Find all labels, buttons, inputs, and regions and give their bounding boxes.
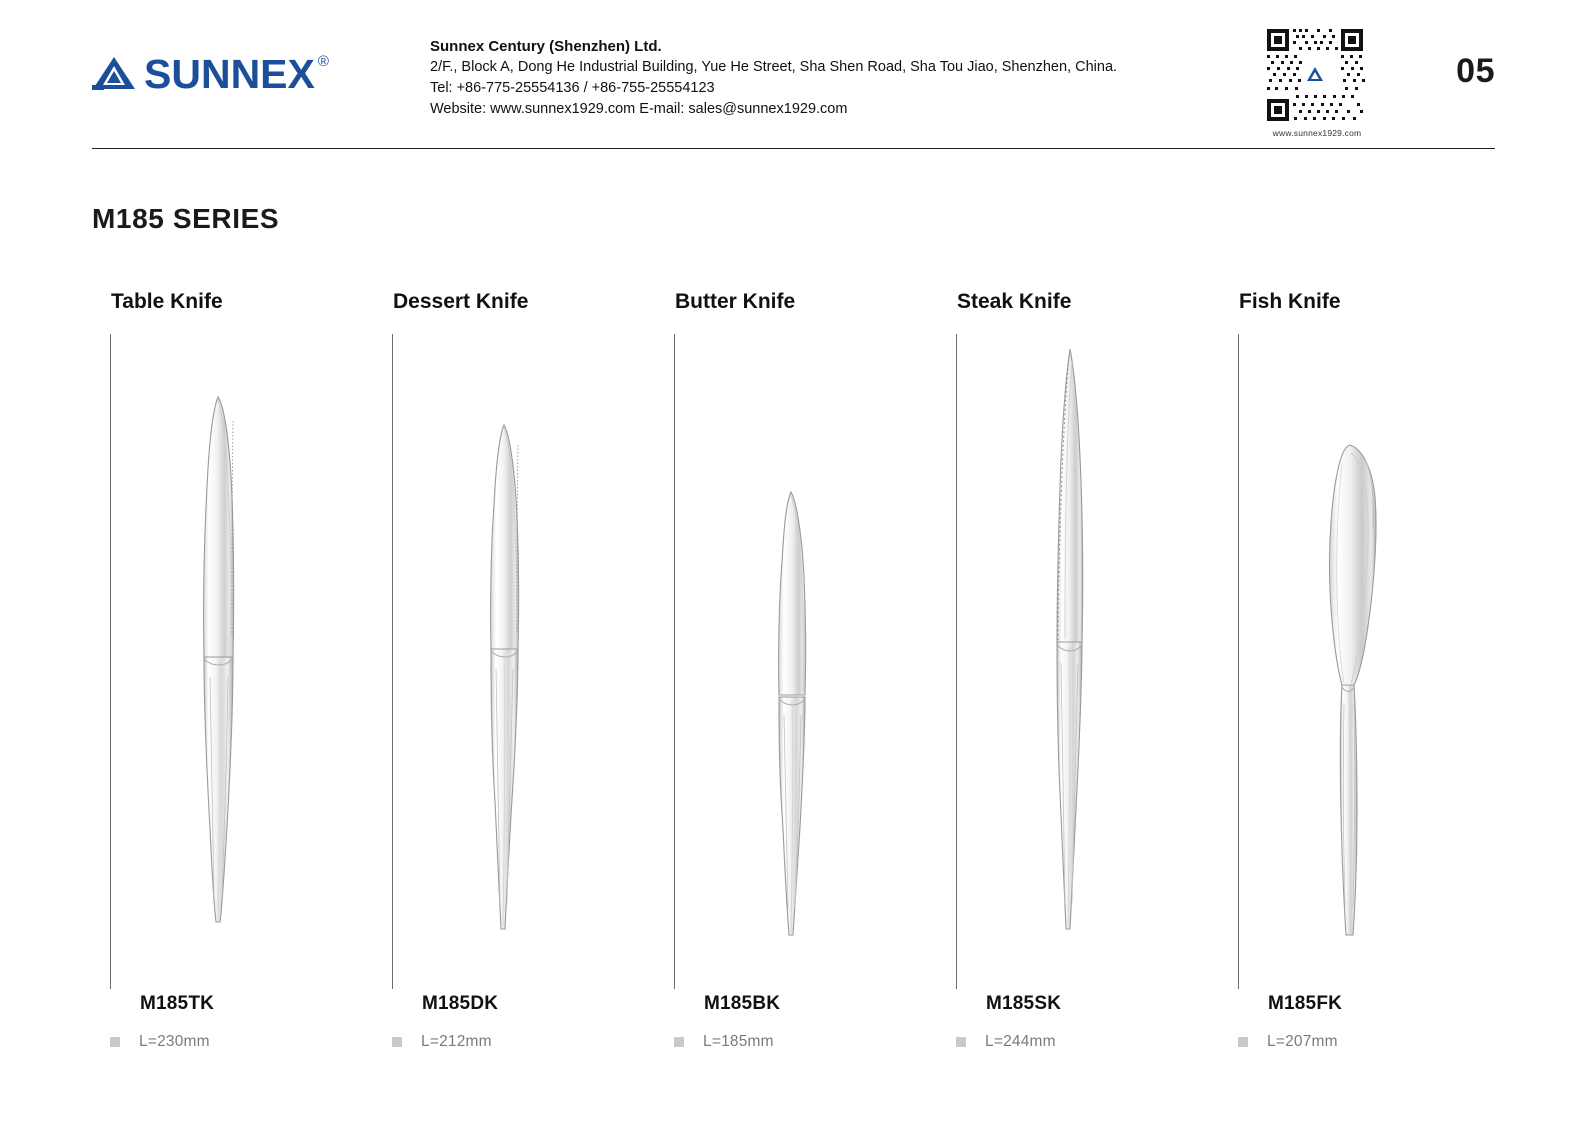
product-name: Butter Knife — [675, 290, 796, 313]
company-name: Sunnex Century (Shenzhen) Ltd. — [430, 38, 662, 55]
company-web-email: Website: www.sunnex1929.com E-mail: sales@sunnex1929.com — [430, 101, 848, 117]
square-bullet-icon — [1238, 1037, 1248, 1047]
product-length: L=244mm — [985, 1033, 1056, 1050]
page-number: 05 — [1456, 52, 1495, 90]
product-cell-steak-knife — [938, 285, 1220, 1075]
page-title: M185 SERIES — [92, 203, 280, 234]
product-code: M185FK — [1268, 993, 1343, 1014]
product-cell-butter-knife — [656, 285, 938, 1075]
product-cell-dessert-knife — [374, 285, 656, 1075]
qr-code-block — [1263, 25, 1371, 138]
square-bullet-icon — [674, 1037, 684, 1047]
steak-knife-illustration — [938, 337, 1236, 987]
table-knife-illustration — [92, 337, 390, 987]
dessert-knife-illustration — [374, 337, 672, 987]
brand-name: SUNNEX — [144, 51, 315, 97]
qr-code-icon — [1263, 25, 1367, 125]
product-name: Dessert Knife — [393, 290, 529, 313]
product-cell-fish-knife — [1220, 285, 1502, 1075]
qr-code-caption: www.sunnex1929.com — [1272, 128, 1362, 138]
header-divider — [92, 148, 1495, 149]
fish-knife-illustration — [1220, 337, 1518, 987]
page-header — [0, 0, 1587, 150]
product-length-row — [674, 1033, 774, 1051]
company-info — [430, 36, 1117, 120]
product-length: L=207mm — [1267, 1033, 1338, 1050]
product-length-row — [392, 1033, 492, 1051]
product-name: Fish Knife — [1239, 290, 1341, 313]
square-bullet-icon — [392, 1037, 402, 1047]
product-grid — [92, 285, 1502, 1075]
product-name: Table Knife — [111, 290, 223, 313]
product-length: L=230mm — [139, 1033, 210, 1050]
company-address: 2/F., Block A, Dong He Industrial Building, Yue He Street, Sha Shen Road, Sha Tou Jiao, Shenzhen, China. — [430, 59, 1118, 75]
product-code: M185TK — [140, 993, 215, 1014]
sunnex-logo-icon — [92, 55, 138, 93]
product-length-row — [956, 1033, 1056, 1051]
product-length-row — [110, 1033, 210, 1051]
product-length-row — [1238, 1033, 1338, 1051]
product-name: Steak Knife — [957, 290, 1072, 313]
brand-logo — [92, 51, 329, 97]
product-code: M185SK — [986, 993, 1062, 1014]
product-code: M185DK — [422, 993, 499, 1014]
registered-trademark-icon: ® — [317, 53, 329, 70]
product-cell-table-knife — [92, 285, 374, 1075]
butter-knife-illustration — [656, 337, 954, 987]
square-bullet-icon — [110, 1037, 120, 1047]
company-telephone: Tel: +86-775-25554136 / +86-755-25554123 — [430, 80, 715, 96]
square-bullet-icon — [956, 1037, 966, 1047]
product-length: L=212mm — [421, 1033, 492, 1050]
product-length: L=185mm — [703, 1033, 774, 1050]
product-code: M185BK — [704, 993, 781, 1014]
